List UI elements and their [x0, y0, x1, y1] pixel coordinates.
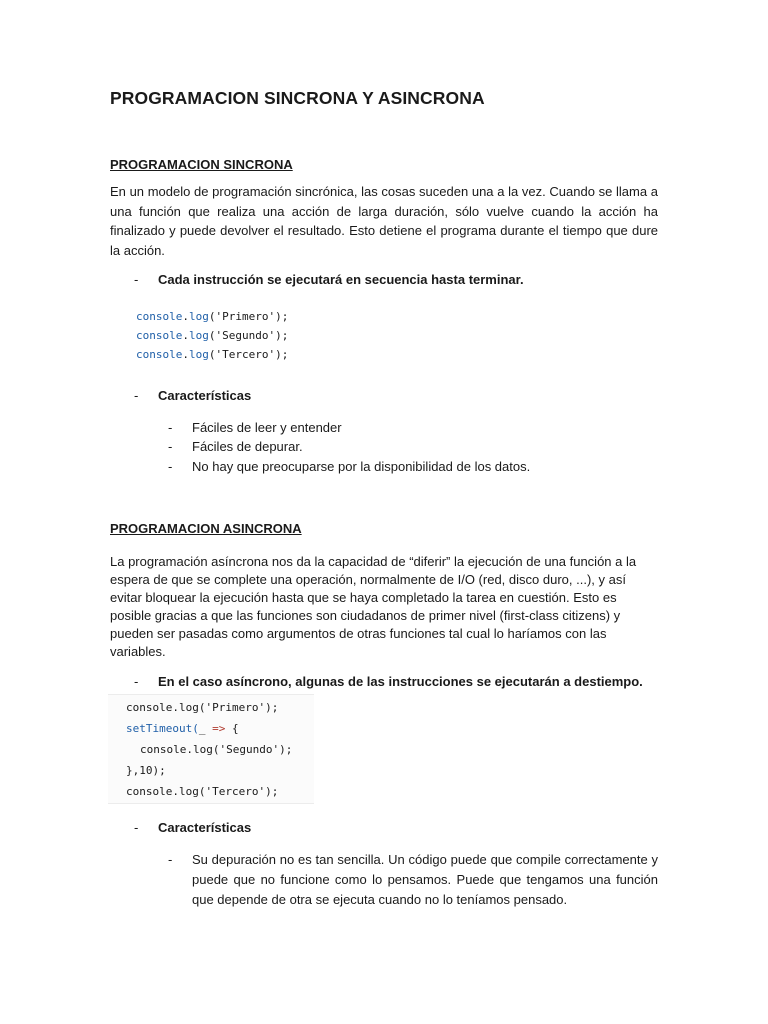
async-code-line-3: console.log('Segundo');	[140, 743, 293, 756]
sync-paragraph: En un modelo de programación sincrónica, las cosas suceden una a la vez. Cuando se llama a una función que realiza una acción de larga duración, sólo vuelve cuando la acción ha finalizado y puede devolver el resultado. Esto detiene el programa durante el tiempo que dure la acción.	[110, 184, 658, 258]
page-title: PROGRAMACION SINCRONA Y ASINCRONA	[110, 88, 485, 108]
sync-code-line-1: console.log('Primero');	[136, 310, 289, 323]
async-bullet-text: En el caso asíncrono, algunas de las instrucciones se ejecutarán a destiempo.	[158, 674, 643, 689]
async-code-block	[108, 694, 314, 804]
async-features-label: Características	[158, 820, 252, 835]
sync-code-block	[136, 307, 288, 364]
async-heading: PROGRAMACION ASINCRONA	[110, 521, 302, 536]
async-feature-detail-text: Su depuración no es tan sencilla. Un código puede que compile correctamente y puede que no funcione como lo pensamos. Puede que tengamos una función que depende de otra se ejecuta cuando no lo teníamos pensado.	[192, 852, 658, 907]
async-feature-detail: - Su depuración no es tan sencilla. Un código puede que compile correctamente y puede que no funcione como lo pensamos. Puede que tengamos una función que depende de otra se ejecuta cuando no lo teníamos pensado.	[168, 852, 658, 907]
async-code-line-5: console.log('Tercero');	[126, 785, 279, 798]
sync-code-line-3: console.log('Tercero');	[136, 348, 289, 361]
async-paragraph: La programación asíncrona nos da la capacidad de “diferir” la ejecución de una función a la espera de que se complete una operación, normalmente de I/O (red, disco duro, ...), y así evitar bloquear la ejecución hasta que se haya completado la tarea en cuestión. Esto es posible gracias a que las funciones son ciudadanos de primer nivel (first-class citizens) y pueden ser pasadas como argumentos de otras funciones tal cual lo haríamos con las variables.	[110, 554, 637, 659]
async-code-line-1: console.log('Primero');	[126, 701, 279, 714]
bullet-dash: -	[134, 272, 139, 287]
sync-bullet-sequence-text: Cada instrucción se ejecutará en secuencia hasta terminar.	[158, 272, 524, 287]
bullet-dash: -	[134, 388, 139, 403]
sync-code-line-2: console.log('Segundo');	[136, 329, 289, 342]
async-code-line-4: },10);	[126, 764, 166, 777]
async-code-line-2: setTimeout(_ => {	[126, 722, 239, 735]
sync-features-label: Características	[158, 388, 252, 403]
sync-heading: PROGRAMACION SINCRONA	[110, 157, 293, 172]
